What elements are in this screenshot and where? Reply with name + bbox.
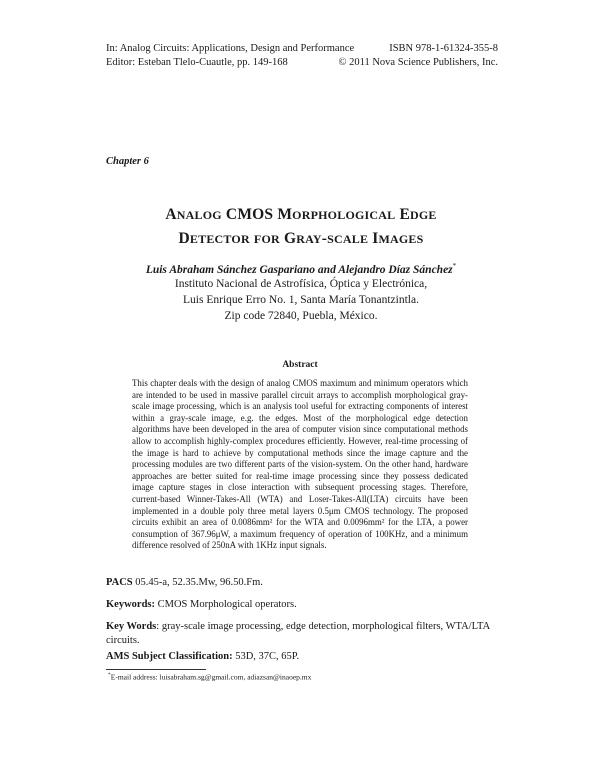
title-line-2-text: DETECTOR FOR GRAY-SCALE IMAGES: [178, 230, 424, 247]
ams-label: AMS Subject Classification:: [106, 651, 233, 662]
abstract-heading: Abstract: [282, 360, 318, 370]
author-names: Luis Abraham Sánchez Gaspariano and Alejandro Díaz Sánchez: [145, 263, 453, 276]
keywords-label: Keywords:: [106, 599, 155, 610]
pacs-value: 05.45-a, 52.35.Mw, 96.50.Fm.: [135, 577, 263, 588]
keywords-value: CMOS Morphological operators.: [157, 599, 297, 610]
authors: [80, 262, 522, 276]
pacs-line: [106, 576, 496, 590]
pacs-label: PACS: [106, 577, 133, 588]
chapter-label: Chapter 6: [106, 156, 149, 167]
header-right: [338, 42, 498, 70]
footnote-rule: [106, 669, 206, 670]
title-line-2: [80, 230, 522, 248]
abstract-body: [132, 378, 468, 552]
footnote: [108, 672, 311, 682]
header-book-title: In: Analog Circuits: Applications, Design and Performance: [106, 43, 355, 54]
footnote-mark: *: [108, 672, 111, 678]
header-left: [106, 42, 354, 70]
ams-line: [106, 650, 496, 664]
title-line-1: [80, 206, 522, 224]
ams-value: 53D, 37C, 65P.: [235, 651, 300, 662]
author-footnote-mark: *: [452, 262, 457, 270]
key-words-label: Key Words: [106, 621, 157, 632]
header-editor: Editor: Esteban Tlelo-Cuautle, pp. 149-168: [106, 57, 288, 68]
title-line-1-text: ANALOG CMOS MORPHOLOGICAL EDGE: [165, 206, 437, 223]
footnote-text: E-mail address: luisabraham.sg@gmail.com, adiazsan@inaoep.mx: [110, 672, 312, 682]
key-words-value: : gray-scale image processing, edge detection, morphological filters, WTA/LTA circuits.: [106, 621, 490, 646]
abstract-text: This chapter deals with the design of analog CMOS maximum and minimum operators which are intended to be used in massive parallel circuit arrays to accomplish morphological gray-scale image processing, which is an analysis tool useful for extracting components of interest within a gray-scale image, e.g. the edges. Most of the morphological edge detection algorithms have been developed in the area of computer vision since computational methods allow to accomplish highly-complex procedures efficiently. However, real-time processing of the image is hard to achieve by computational methods since the image capture and the processing modules are two different parts of the vision-system. On the other hand, hardware approaches are better suited for real-time image processing since they possess dedicated image capture stages in close interaction with subsequent processing stages. Therefore, current-based Winner-Takes-All (WTA) and Loser-Takes-All(LTA) circuits have been implemented in a double poly three metal layers 0.5μm CMOS technology. The proposed circuits exhibit an area of 0.0086mm² for the WTA and 0.0096mm² for the LTA, a power consumption of 367.96μW, a maximum frequency of operation of 100KHz, and a minimum difference resolved of 250nA with 1KHz input signals.: [132, 378, 468, 551]
keywords-line: [106, 598, 496, 612]
affiliation-line: Luis Enrique Erro No. 1, Santa María Tonantzintla.: [183, 294, 419, 306]
key-words-line: [106, 620, 496, 648]
affiliation-line: Instituto Nacional de Astrofísica, Óptica y Electrónica,: [174, 278, 428, 290]
header-copyright: © 2011 Nova Science Publishers, Inc.: [338, 57, 498, 68]
affiliation-line: Zip code 72840, Puebla, México.: [224, 310, 378, 322]
header-isbn: ISBN 978-1-61324-355-8: [389, 43, 498, 54]
